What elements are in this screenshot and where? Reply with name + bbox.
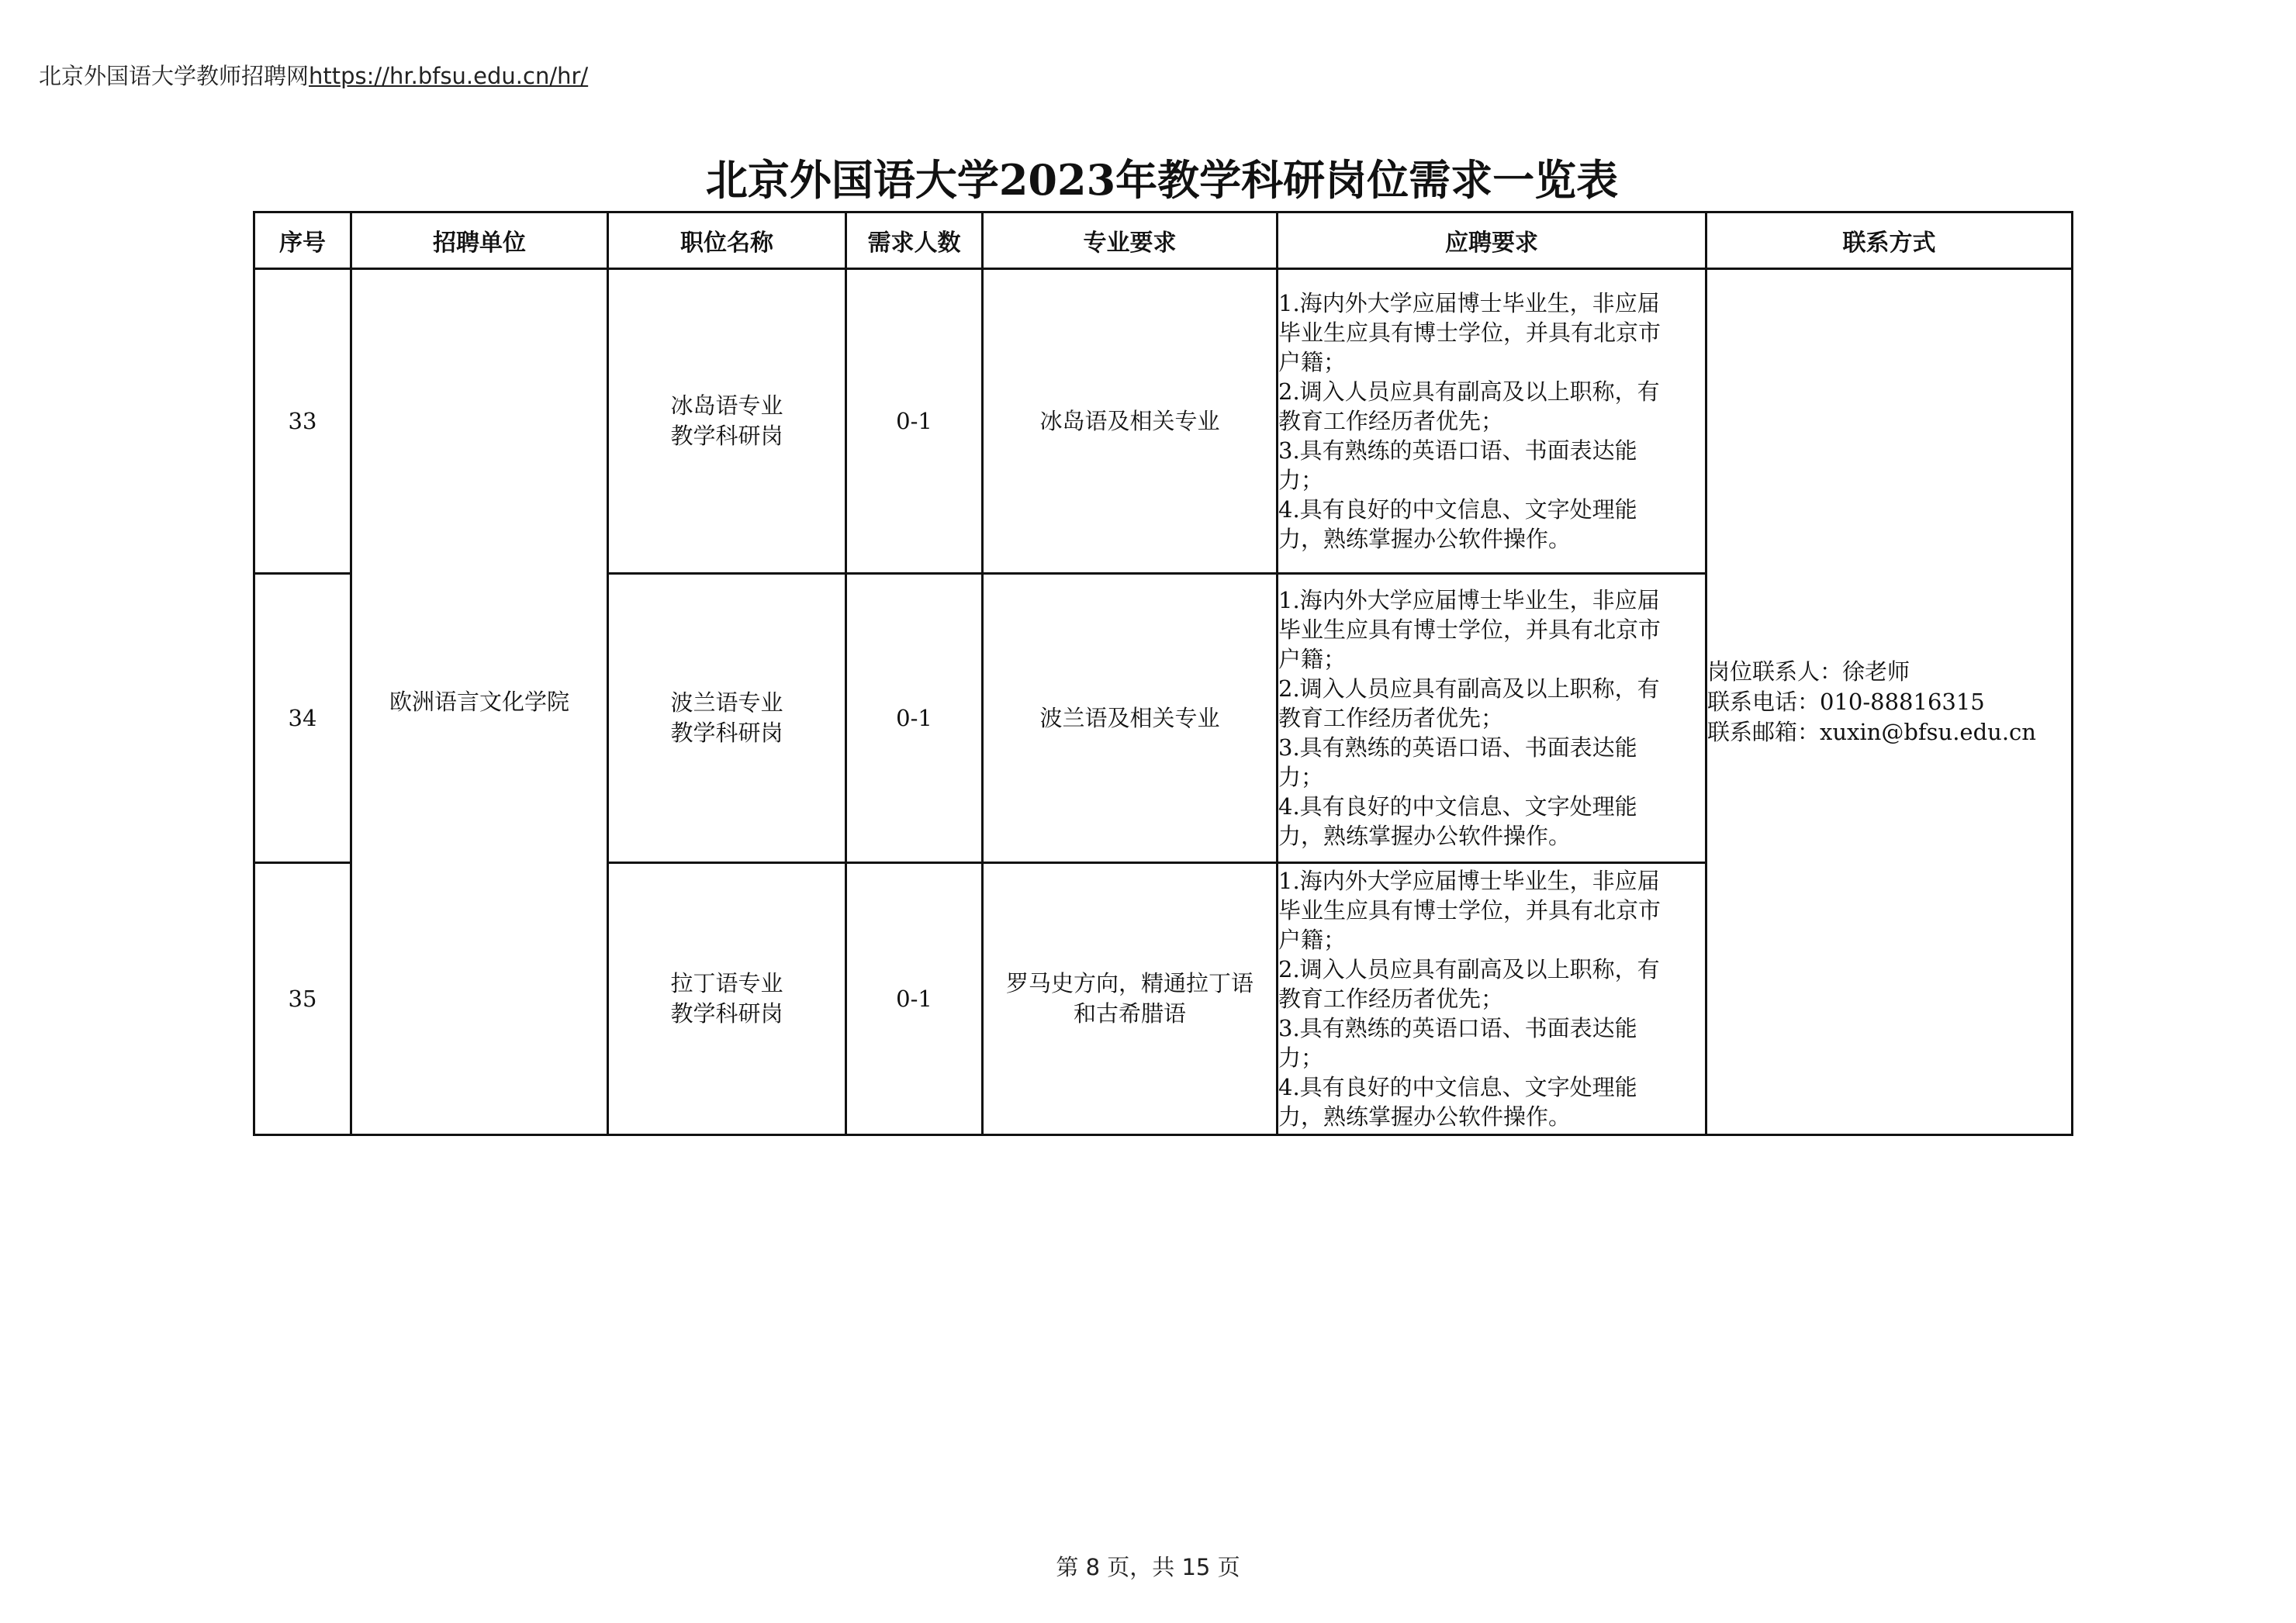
application-requirements (1278, 574, 1706, 863)
requirement-line: 教育工作经历者优先； (1278, 705, 1504, 731)
row-number: 35 (254, 863, 351, 1135)
requirement-line: 力； (1278, 1045, 1324, 1071)
requirement-line: 3.具有熟练的英语口语、书面表达能 (1278, 1015, 1637, 1041)
requirement-line: 4.具有良好的中文信息、文字处理能 (1278, 1074, 1637, 1100)
requirement-line: 力，熟练掌握办公软件操作。 (1278, 1103, 1572, 1130)
application-requirements (1278, 863, 1706, 1135)
major-line: 冰岛语及相关专业 (1039, 407, 1220, 434)
requirement-line: 1.海内外大学应届博士毕业生，非应届 (1278, 587, 1660, 613)
application-requirements (1278, 269, 1706, 574)
table-row (254, 269, 2073, 574)
headcount: 0-1 (846, 863, 983, 1135)
position-line: 波兰语专业 (670, 689, 783, 716)
requirement-line: 教育工作经历者优先； (1278, 408, 1504, 434)
position-line: 教学科研岗 (670, 720, 783, 746)
requirement-line: 毕业生应具有博士学位，并具有北京市 (1278, 319, 1661, 346)
position-name (608, 863, 846, 1135)
requirement-line: 4.具有良好的中文信息、文字处理能 (1278, 496, 1637, 523)
column-header-number: 序号 (254, 212, 351, 269)
column-header-major: 专业要求 (983, 212, 1278, 269)
requirement-line: 2.调入人员应具有副高及以上职称，有 (1278, 956, 1660, 982)
requirement-line: 毕业生应具有博士学位，并具有北京市 (1278, 897, 1661, 924)
position-name (608, 269, 846, 574)
requirement-line: 户籍； (1278, 349, 1347, 375)
site-url-link[interactable]: https://hr.bfsu.edu.cn/hr/ (309, 63, 589, 89)
contact-info (1706, 269, 2073, 1135)
position-line: 教学科研岗 (670, 423, 783, 449)
document-title: 北京外国语大学2023年教学科研岗位需求一览表 (705, 155, 1619, 205)
contact-phone: 联系电话：010-88816315 (1707, 688, 1985, 715)
requirement-line: 3.具有熟练的英语口语、书面表达能 (1278, 734, 1637, 761)
position-name (608, 574, 846, 863)
requirement-line: 户籍； (1278, 646, 1347, 672)
major-requirement (983, 863, 1278, 1135)
requirement-line: 1.海内外大学应届博士毕业生，非应届 (1278, 868, 1660, 894)
requirement-line: 户籍； (1278, 927, 1347, 953)
requirement-line: 4.具有良好的中文信息、文字处理能 (1278, 793, 1637, 820)
requirement-line: 2.调入人员应具有副高及以上职称，有 (1278, 675, 1660, 702)
position-line: 冰岛语专业 (670, 392, 783, 419)
position-line: 拉丁语专业 (670, 970, 783, 996)
major-line: 波兰语及相关专业 (1039, 704, 1220, 731)
site-header (39, 59, 588, 91)
recruiting-unit: 欧洲语言文化学院 (351, 269, 608, 1135)
contact-person: 岗位联系人：徐老师 (1707, 658, 1910, 685)
requirement-line: 2.调入人员应具有副高及以上职称，有 (1278, 378, 1660, 405)
column-header-requirements: 应聘要求 (1278, 212, 1706, 269)
requirement-line: 教育工作经历者优先； (1278, 986, 1504, 1012)
position-line: 教学科研岗 (670, 1000, 783, 1027)
requirement-line: 力； (1278, 764, 1324, 790)
major-requirement (983, 574, 1278, 863)
site-name: 北京外国语大学教师招聘网 (39, 63, 309, 89)
column-header-count: 需求人数 (846, 212, 983, 269)
major-line: 和古希腊语 (1073, 1000, 1186, 1027)
requirement-line: 1.海内外大学应届博士毕业生，非应届 (1278, 290, 1660, 316)
row-number: 34 (254, 574, 351, 863)
requirement-line: 力，熟练掌握办公软件操作。 (1278, 823, 1572, 849)
requirement-line: 3.具有熟练的英语口语、书面表达能 (1278, 437, 1637, 464)
major-line: 罗马史方向，精通拉丁语 (1005, 970, 1253, 996)
column-header-contact: 联系方式 (1706, 212, 2073, 269)
requirement-line: 力； (1278, 467, 1324, 493)
major-requirement (983, 269, 1278, 574)
column-header-position: 职位名称 (608, 212, 846, 269)
headcount: 0-1 (846, 574, 983, 863)
headcount: 0-1 (846, 269, 983, 574)
requirement-line: 毕业生应具有博士学位，并具有北京市 (1278, 616, 1661, 643)
row-number: 33 (254, 269, 351, 574)
page-footer: 第 8 页，共 15 页 (1056, 1554, 1240, 1580)
contact-email: 联系邮箱：xuxin@bfsu.edu.cn (1707, 718, 2036, 745)
job-requirements-table (253, 211, 2073, 1136)
table-header-row (254, 212, 2073, 269)
column-header-unit: 招聘单位 (351, 212, 608, 269)
requirement-line: 力，熟练掌握办公软件操作。 (1278, 526, 1572, 552)
